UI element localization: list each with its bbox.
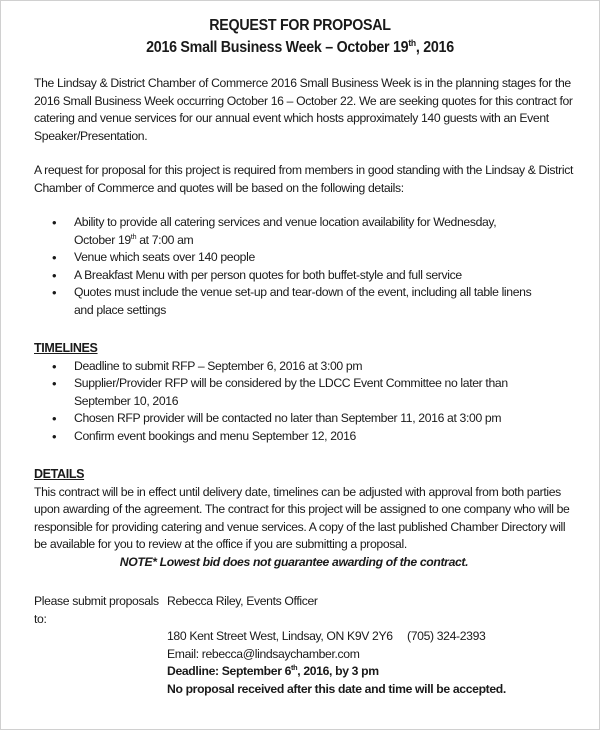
note-text: NOTE* Lowest bid does not guarantee awarding of the contract.	[119, 554, 469, 569]
requirements-list	[34, 214, 574, 319]
title-subheading	[25, 37, 575, 59]
contact-row	[34, 628, 574, 646]
contact-section	[34, 593, 574, 698]
intro-section	[34, 75, 574, 145]
spacer	[34, 646, 167, 664]
list-item: • Supplier/Provider RFP will be considered by the LDCC Event Committee no later than September 10, 2016	[34, 375, 534, 410]
list-item: • Quotes must include the venue set-up and tear-down of the event, including all table linens and place settings	[34, 284, 574, 319]
contact-row	[34, 663, 574, 681]
intro-paragraph-2: A request for proposal for this project is required from members in good standing with the Lindsay & District Chamber of Commerce and quotes will be based on the following details:	[34, 163, 573, 195]
timelines-section	[34, 340, 574, 445]
contact-row	[34, 593, 574, 628]
contact-row	[34, 646, 574, 664]
title-heading: REQUEST FOR PROPOSAL	[209, 17, 391, 34]
timelines-heading: TIMELINES	[34, 341, 98, 355]
list-item-text: at 7:00 am	[139, 232, 194, 247]
details-paragraph: This contract will be in effect until delivery date, timelines can be adjusted with approval from both parties upon awarding of the agreement. The contract for this project will be assigned to one company who will be responsible for providing catering and venue services. A copy of the last published Chamber Directory will be available for you to review at the office if you are submitting a proposal.	[34, 484, 570, 551]
spacer	[34, 663, 167, 681]
list-item	[34, 214, 574, 249]
intro-paragraph-1: The Lindsay & District Chamber of Commerce 2016 Small Business Week is in the planning stages for the 2016 Small Business Week occurring October 16 – October 22. We are seeking quotes for this contract for catering and venue services for our annual event which hosts approximately 140 guests with an Event Speaker/Presentation.	[34, 76, 573, 143]
contact-row	[34, 681, 574, 699]
contact-address: 180 Kent Street West, Lindsay, ON K9V 2Y6	[167, 629, 393, 643]
superscript: th	[130, 231, 137, 241]
subtitle-year: , 2016	[415, 39, 454, 56]
document-title	[25, 15, 575, 59]
requirements-section	[34, 162, 574, 319]
timelines-list	[34, 358, 574, 446]
subtitle-superscript: th	[408, 37, 416, 48]
spacer	[34, 681, 167, 699]
list-item: • Venue which seats over 140 people	[34, 249, 574, 267]
subtitle-text: 2016 Small Business Week – October 19	[146, 39, 409, 56]
details-section	[34, 466, 574, 571]
contact-name: Rebecca Riley, Events Officer	[167, 594, 318, 608]
warning-text: No proposal received after this date and time will be accepted.	[167, 681, 506, 696]
contact-email[interactable]: Email: rebecca@lindsaychamber.com	[167, 646, 360, 661]
deadline-text	[167, 663, 379, 681]
list-item: • A Breakfast Menu with per person quotes for both buffet-style and full service	[34, 267, 574, 285]
contact-phone: (705) 324-2393	[407, 629, 486, 643]
deadline-time: , 2016, by 3 pm	[297, 664, 379, 678]
list-item: • Confirm event bookings and menu September 12, 2016	[34, 428, 534, 446]
superscript: th	[291, 662, 298, 672]
list-item-text: Ability to provide all catering services and venue location availability for Wednesday, October 19	[74, 215, 497, 247]
contact-label: Please submit proposals to:	[34, 594, 159, 626]
deadline-date: Deadline: September 6	[167, 664, 292, 678]
list-item: • Chosen RFP provider will be contacted no later than September 11, 2016 at 3:00 pm	[34, 410, 534, 428]
list-item: • Deadline to submit RFP – September 6, 2016 at 3:00 pm	[34, 358, 534, 376]
details-heading: DETAILS	[34, 467, 85, 481]
spacer	[34, 628, 167, 646]
